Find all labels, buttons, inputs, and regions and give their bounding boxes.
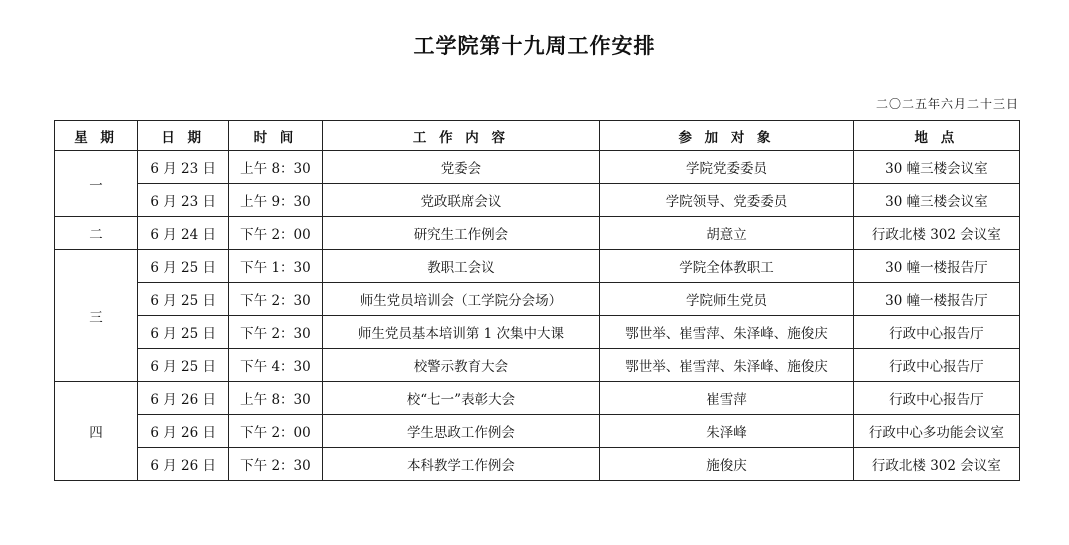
location-cell: 行政北楼 302 会议室 — [853, 448, 1019, 481]
date-cell: 6 月 25 日 — [138, 250, 229, 283]
time-cell: 上午 8：30 — [229, 382, 322, 415]
header-time: 时 间 — [229, 121, 322, 151]
location-cell: 行政中心报告厅 — [853, 316, 1019, 349]
header-work: 工 作 内 容 — [322, 121, 600, 151]
participants-cell: 朱泽峰 — [600, 415, 853, 448]
time-cell: 下午 2：00 — [229, 217, 322, 250]
table-header-row — [55, 121, 1020, 151]
day-cell: 二 — [55, 217, 138, 250]
location-cell: 30 幢一楼报告厅 — [853, 250, 1019, 283]
work-cell: 师生党员基本培训第 1 次集中大课 — [322, 316, 600, 349]
work-cell: 教职工会议 — [322, 250, 600, 283]
participants-cell: 学院领导、党委委员 — [600, 184, 853, 217]
time-cell: 上午 9：30 — [229, 184, 322, 217]
time-cell: 上午 8：30 — [229, 151, 322, 184]
participants-cell: 学院全体教职工 — [600, 250, 853, 283]
participants-cell: 施俊庆 — [600, 448, 853, 481]
location-cell: 行政中心报告厅 — [853, 382, 1019, 415]
table-row — [55, 382, 1020, 415]
day-cell: 三 — [55, 250, 138, 382]
header-location: 地 点 — [853, 121, 1019, 151]
work-cell: 研究生工作例会 — [322, 217, 600, 250]
participants-cell: 学院师生党员 — [600, 283, 853, 316]
header-date: 日 期 — [138, 121, 229, 151]
work-cell: 党政联席会议 — [322, 184, 600, 217]
location-cell: 行政中心报告厅 — [853, 349, 1019, 382]
participants-cell: 崔雪萍 — [600, 382, 853, 415]
date-cell: 6 月 26 日 — [138, 448, 229, 481]
location-cell: 30 幢三楼会议室 — [853, 184, 1019, 217]
day-cell: 四 — [55, 382, 138, 481]
location-cell: 行政北楼 302 会议室 — [853, 217, 1019, 250]
date-cell: 6 月 25 日 — [138, 283, 229, 316]
table-row — [55, 316, 1020, 349]
table-row — [55, 217, 1020, 250]
participants-cell: 胡意立 — [600, 217, 853, 250]
header-participants: 参 加 对 象 — [600, 121, 853, 151]
time-cell: 下午 2：30 — [229, 316, 322, 349]
work-cell: 师生党员培训会（工学院分会场） — [322, 283, 600, 316]
table-row — [55, 184, 1020, 217]
table-row — [55, 415, 1020, 448]
table-row — [55, 151, 1020, 184]
time-cell: 下午 2：30 — [229, 448, 322, 481]
page-title: 工学院第十九周工作安排 — [413, 34, 656, 58]
work-cell: 党委会 — [322, 151, 600, 184]
time-cell: 下午 2：00 — [229, 415, 322, 448]
time-cell: 下午 1：30 — [229, 250, 322, 283]
work-cell: 校“七一”表彰大会 — [322, 382, 600, 415]
participants-cell: 学院党委委员 — [600, 151, 853, 184]
work-cell: 本科教学工作例会 — [322, 448, 600, 481]
table-row — [55, 283, 1020, 316]
location-cell: 行政中心多功能会议室 — [853, 415, 1019, 448]
date-cell: 6 月 23 日 — [138, 151, 229, 184]
day-cell: 一 — [55, 151, 138, 217]
work-cell: 学生思政工作例会 — [322, 415, 600, 448]
time-cell: 下午 4：30 — [229, 349, 322, 382]
table-row — [55, 250, 1020, 283]
schedule-table — [54, 120, 1020, 481]
header-day: 星 期 — [55, 121, 138, 151]
location-cell: 30 幢三楼会议室 — [853, 151, 1019, 184]
time-cell: 下午 2：30 — [229, 283, 322, 316]
date-cell: 6 月 25 日 — [138, 349, 229, 382]
location-cell: 30 幢一楼报告厅 — [853, 283, 1019, 316]
document-date: 二〇二五年六月二十三日 — [875, 97, 1019, 111]
participants-cell: 鄂世举、崔雪萍、朱泽峰、施俊庆 — [600, 349, 853, 382]
date-cell: 6 月 23 日 — [138, 184, 229, 217]
date-cell: 6 月 25 日 — [138, 316, 229, 349]
work-cell: 校警示教育大会 — [322, 349, 600, 382]
date-cell: 6 月 26 日 — [138, 382, 229, 415]
table-row — [55, 349, 1020, 382]
table-row — [55, 448, 1020, 481]
participants-cell: 鄂世举、崔雪萍、朱泽峰、施俊庆 — [600, 316, 853, 349]
date-cell: 6 月 26 日 — [138, 415, 229, 448]
date-cell: 6 月 24 日 — [138, 217, 229, 250]
